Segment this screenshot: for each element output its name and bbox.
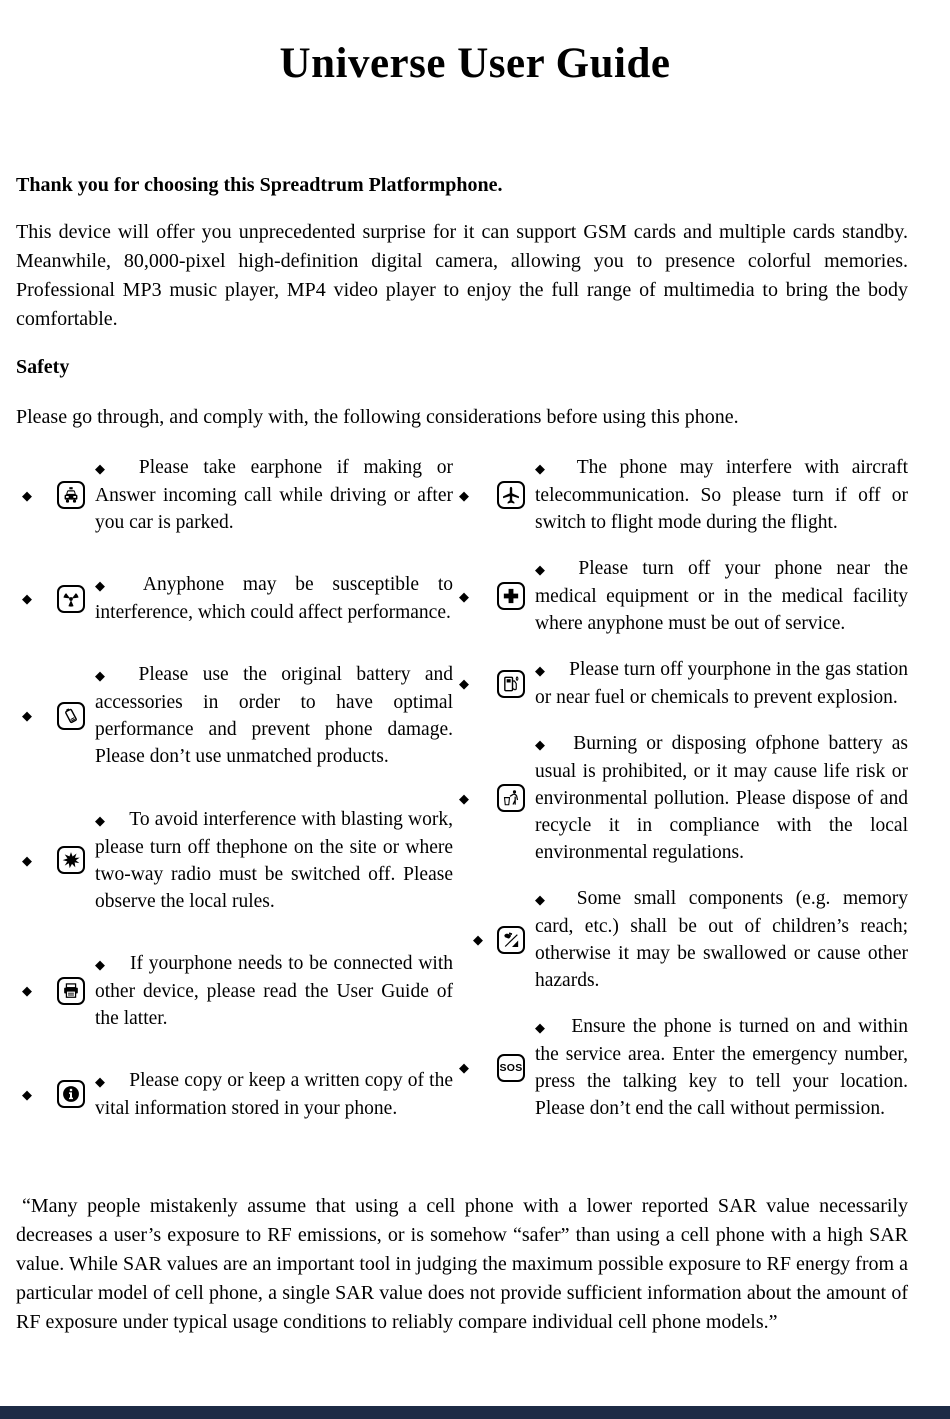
medical-cross-icon <box>497 582 525 610</box>
safety-right-column <box>453 454 908 1122</box>
safety-intro: Please go through, and comply with, the following considerations before using this phone. <box>16 406 739 428</box>
diamond-bullet: ◆ <box>459 588 469 604</box>
gas-pump-icon <box>497 670 525 698</box>
sos-icon <box>497 1054 525 1082</box>
diamond-bullet: ◆ <box>459 676 469 691</box>
safety-item-text: ◆ The phone may interfere with aircraft telecommunication. So please turn if off or switch to flight mode during the flight. <box>535 457 908 533</box>
safety-heading: Safety <box>16 356 70 378</box>
battery-icon <box>57 702 85 730</box>
diamond-bullet: ◆ <box>459 1060 469 1075</box>
safety-item-text: ◆ Burning or disposing ofphone battery as usual is prohibited, or it may cause life risk or environmental pollution. Please dispose of and recycle it in compliance with the local environmental regulations. <box>535 733 908 863</box>
info-icon <box>57 1080 85 1108</box>
sos-label: SOS <box>499 1061 523 1074</box>
list-item <box>16 950 453 1032</box>
list-item <box>16 1067 453 1122</box>
page-content <box>0 174 950 1337</box>
diamond-bullet: ◆ <box>22 983 32 999</box>
list-item <box>453 454 908 536</box>
car-icon <box>57 481 85 509</box>
airplane-icon <box>497 481 525 509</box>
safety-item-text: ◆ Please use the original battery and accessories in order to have optimal performance and prevent phone damage. Please don’t use unmatched products. <box>95 664 453 768</box>
diamond-bullet: ◆ <box>535 737 550 752</box>
safety-item-text: ◆ To avoid interference with blasting work, please turn off thephone on the site or where two-way radio must be switched off. Please observe the local rules. <box>95 808 453 912</box>
radiation-icon <box>57 585 85 613</box>
list-item <box>16 454 453 536</box>
diamond-bullet: ◆ <box>95 1073 106 1089</box>
list-item <box>16 571 453 626</box>
safety-item-text: ◆ If yourphone needs to be connected with other device, please read the User Guide of the latter. <box>95 952 453 1029</box>
list-item <box>16 661 453 770</box>
page-bottom-bar <box>0 1406 950 1419</box>
list-item <box>453 555 908 637</box>
diamond-bullet: ◆ <box>459 790 469 806</box>
diamond-bullet: ◆ <box>22 852 32 868</box>
safety-considerations-list <box>16 454 908 1122</box>
child-safety-icon <box>497 926 525 954</box>
diamond-bullet: ◆ <box>459 487 469 503</box>
diamond-bullet: ◆ <box>95 668 115 684</box>
dispose-icon <box>497 784 525 812</box>
sar-note-paragraph: “Many people mistakenly assume that using a cell phone with a lower reported SAR value necessarily decreases a user’s exposure to RF emissions, or is somehow “safer” than using a cell phone with a high SAR value. While SAR values are an important tool in judging the maximum possible exposure to RF energy from a particular model of cell phone, a single SAR value does not provide sufficient information about the amount of RF exposure under typical usage conditions to reliably compare individual cell phone models.” <box>16 1195 908 1333</box>
diamond-bullet: ◆ <box>22 487 32 503</box>
safety-item-text: ◆ Ensure the phone is turned on and within the service area. Enter the emergency number, press the talking key to tell your location. Please don’t end the call without permission. <box>535 1016 908 1119</box>
diamond-bullet: ◆ <box>95 461 115 476</box>
safety-item-text: ◆ Please turn off yourphone in the gas station or near fuel or chemicals to prevent explosion. <box>535 659 908 708</box>
blast-icon <box>57 846 85 874</box>
safety-item-text: ◆ Please copy or keep a written copy of the vital information stored in your phone. <box>95 1069 453 1119</box>
diamond-bullet: ◆ <box>95 812 106 828</box>
printer-icon <box>57 977 85 1005</box>
diamond-bullet: ◆ <box>473 933 483 946</box>
diamond-bullet: ◆ <box>22 1086 32 1102</box>
page-title: Universe User Guide <box>279 40 671 87</box>
diamond-bullet: ◆ <box>95 956 106 972</box>
diamond-bullet: ◆ <box>22 591 32 607</box>
diamond-bullet: ◆ <box>535 461 553 476</box>
list-item <box>453 885 908 994</box>
list-item <box>16 806 453 915</box>
safety-item-text: ◆ Anyphone may be susceptible to interference, which could affect performance. <box>95 574 454 624</box>
thank-you-heading: Thank you for choosing this Spreadtrum Platformphone. <box>16 174 503 196</box>
safety-item-text: ◆ Please turn off your phone near the medical equipment or in the medical facility where anyphone must be out of service. <box>535 558 909 634</box>
safety-item-text: ◆ Some small components (e.g. memory card, etc.) shall be out of children’s reach; otherwise it may be swallowed or cause other hazards. <box>535 888 908 991</box>
diamond-bullet: ◆ <box>535 1020 548 1035</box>
diamond-bullet: ◆ <box>22 708 32 724</box>
diamond-bullet: ◆ <box>535 892 553 907</box>
list-item <box>453 730 908 866</box>
list-item <box>453 656 908 711</box>
safety-left-column <box>16 454 453 1122</box>
intro-paragraph: This device will offer you unprecedented surprise for it can support GSM cards and multiple cards standby. Meanwhile, 80,000-pixel high-definition digital camera, allowing you to presence colorful memories. Professional MP3 music player, MP4 video player to enjoy the full range of multimedia to bring the body comfortable. <box>16 221 908 330</box>
safety-item-text: ◆ Please take earphone if making or Answer incoming call while driving or after you car is parked. <box>95 457 453 533</box>
diamond-bullet: ◆ <box>95 578 119 594</box>
list-item <box>453 1013 908 1122</box>
diamond-bullet: ◆ <box>535 562 555 577</box>
diamond-bullet: ◆ <box>535 663 546 678</box>
